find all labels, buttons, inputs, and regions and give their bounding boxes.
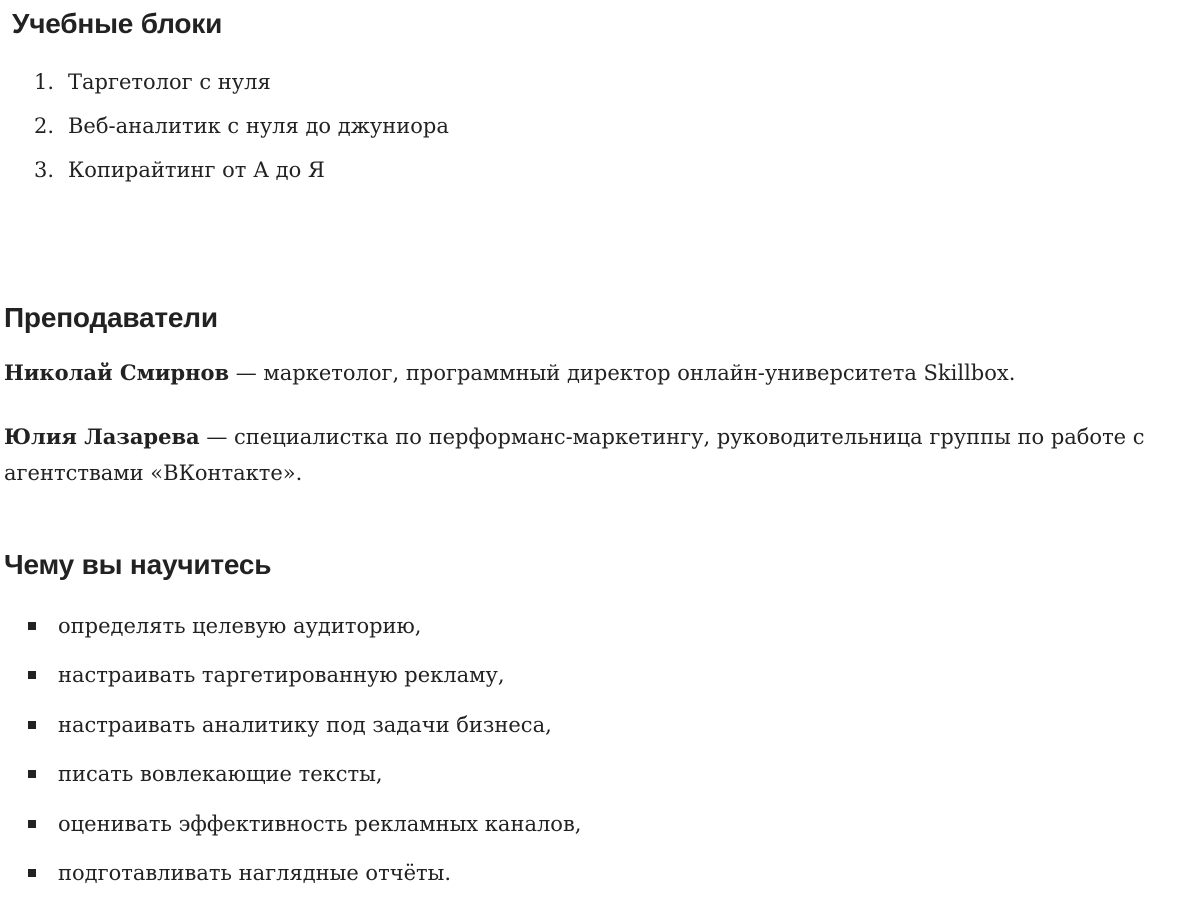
list-number: 2. <box>34 108 68 144</box>
square-bullet-icon <box>28 770 36 778</box>
list-item <box>34 108 449 152</box>
list-item-text: определять целевую аудиторию, <box>58 608 421 644</box>
teacher-paragraph <box>4 355 1176 391</box>
list-item-text: настраивать таргетированную рекламу, <box>58 657 505 693</box>
section-title-skills: Чему вы научитесь <box>4 547 271 583</box>
teacher-description: — маркетолог, программный директор онлайн-университета Skillbox. <box>229 361 1015 385</box>
list-item <box>28 750 581 800</box>
blocks-list <box>34 64 449 196</box>
list-item-text: писать вовлекающие тексты, <box>58 756 383 792</box>
square-bullet-icon <box>28 820 36 828</box>
list-item-text: оценивать эффективность рекламных каналов, <box>58 806 581 842</box>
teacher-name: Николай Смирнов <box>4 360 229 385</box>
square-bullet-icon <box>28 622 36 630</box>
list-item <box>28 651 581 701</box>
skills-list <box>28 601 581 898</box>
section-title-teachers: Преподаватели <box>4 300 218 336</box>
list-item <box>28 700 581 750</box>
square-bullet-icon <box>28 721 36 729</box>
teacher-paragraph <box>4 419 1176 491</box>
list-item <box>28 601 581 651</box>
list-item <box>34 152 449 196</box>
section-title-blocks: Учебные блоки <box>12 6 222 42</box>
list-item <box>28 849 581 898</box>
list-number: 1. <box>34 64 68 100</box>
list-item-text: Веб-аналитик с нуля до джуниора <box>68 114 449 138</box>
list-item-text: настраивать аналитику под задачи бизнеса, <box>58 707 552 743</box>
list-item-text: Копирайтинг от А до Я <box>68 158 325 182</box>
square-bullet-icon <box>28 671 36 679</box>
teacher-description: — специалистка по перформанс-маркетингу, руководительница группы по работе с агентствами «ВКонтакте». <box>4 425 1145 485</box>
list-item <box>34 64 449 108</box>
square-bullet-icon <box>28 869 36 877</box>
list-item-text: Таргетолог с нуля <box>68 70 271 94</box>
teacher-name: Юлия Лазарева <box>4 424 200 449</box>
list-item-text: подготавливать наглядные отчёты. <box>58 855 451 891</box>
list-item <box>28 799 581 849</box>
list-number: 3. <box>34 152 68 188</box>
